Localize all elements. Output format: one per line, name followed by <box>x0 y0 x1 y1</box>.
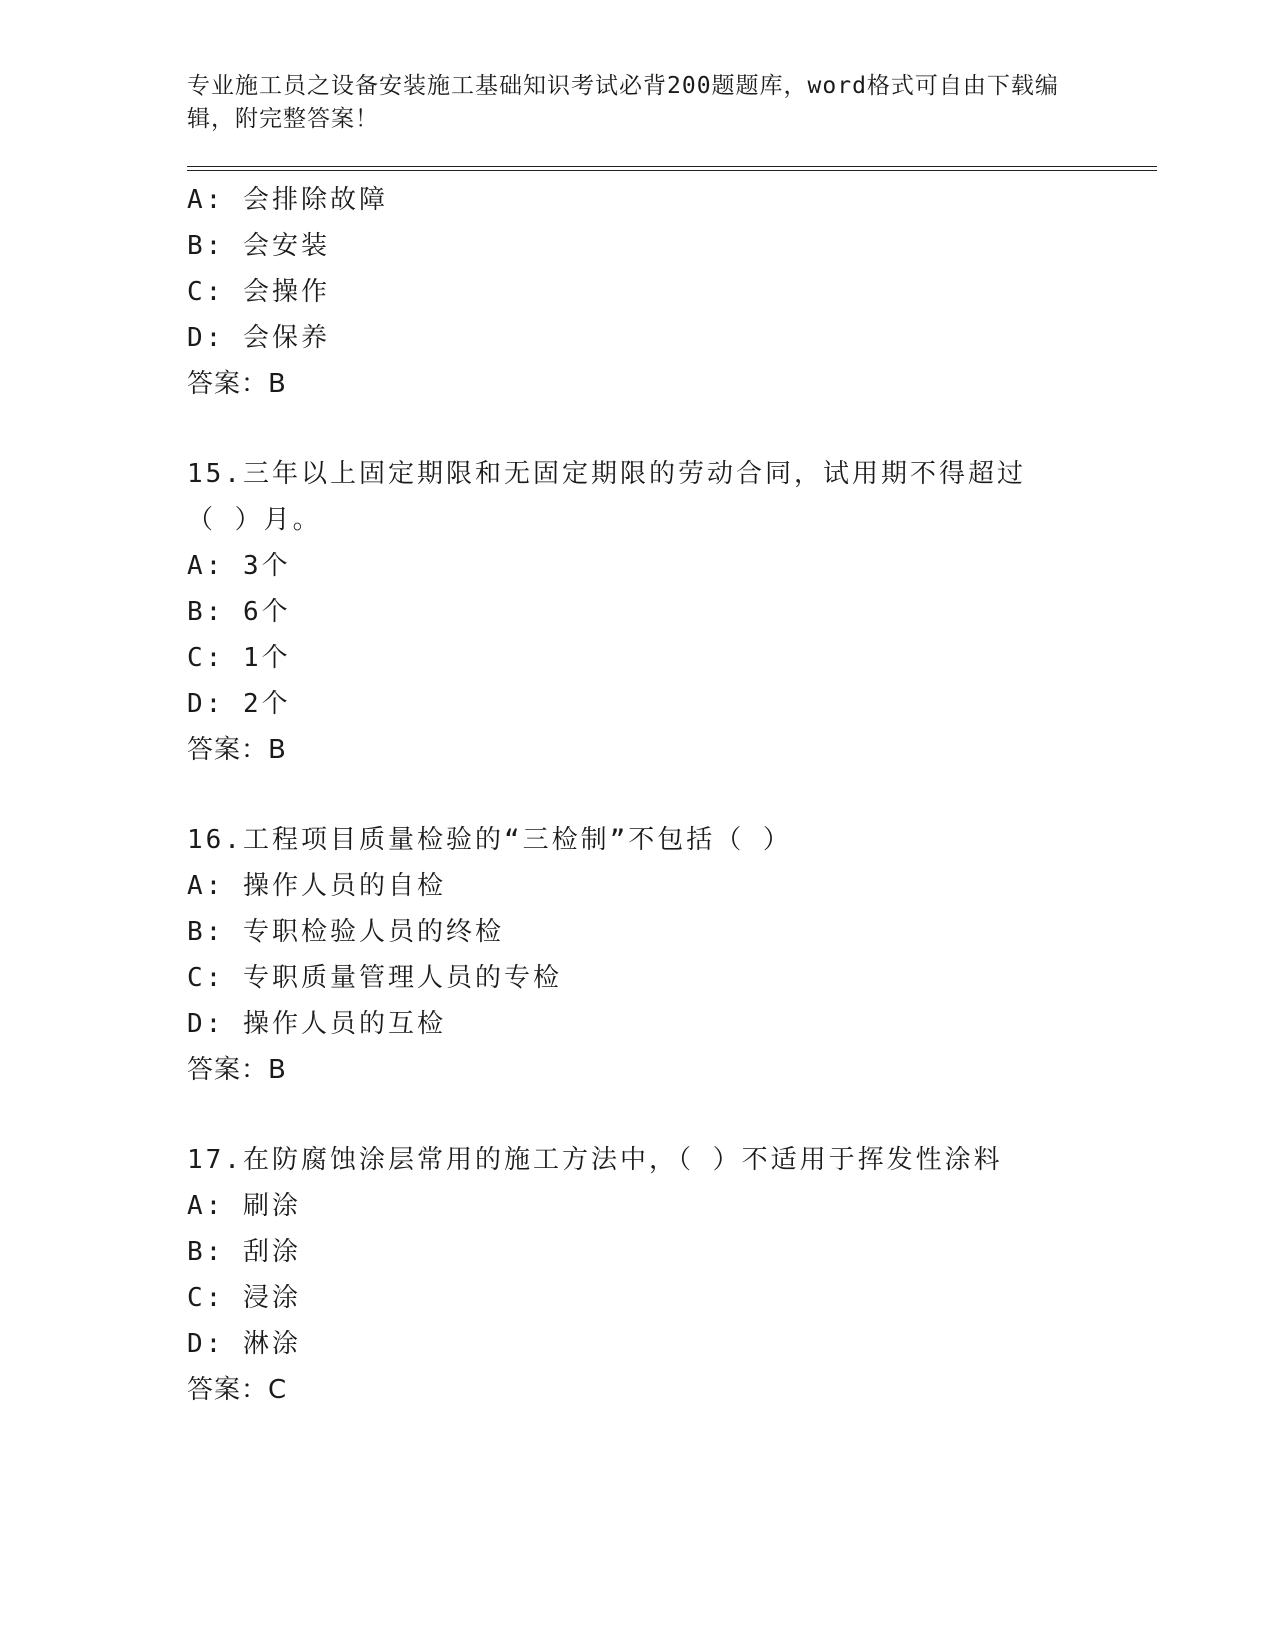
option-d: D: 操作人员的互检 <box>187 1009 446 1039</box>
answer-line: 答案：B <box>187 1055 287 1085</box>
answer-line: 答案：C <box>187 1375 288 1405</box>
option-a: A: 刷涂 <box>187 1191 301 1221</box>
question-block-continued <box>187 177 1157 407</box>
document-page <box>187 70 1157 1413</box>
question-16 <box>187 817 1157 1093</box>
option-b: B: 专职检验人员的终检 <box>187 917 504 947</box>
option-b: B: 6个 <box>187 597 291 627</box>
option-a: A: 3个 <box>187 551 291 581</box>
option-c: C: 专职质量管理人员的专检 <box>187 963 562 993</box>
answer-line: 答案：B <box>187 735 287 765</box>
option-b: B: 会安装 <box>187 231 330 261</box>
question-15 <box>187 451 1157 773</box>
option-d: D: 2个 <box>187 689 291 719</box>
header-divider <box>187 166 1157 171</box>
option-a: A: 操作人员的自检 <box>187 871 446 901</box>
option-a: A: 会排除故障 <box>187 185 388 215</box>
option-d: D: 会保养 <box>187 323 330 353</box>
option-c: C: 浸涂 <box>187 1283 301 1313</box>
question-stem: 15.三年以上固定期限和无固定期限的劳动合同，试用期不得超过（ ）月。 <box>187 459 1026 535</box>
document-header: 专业施工员之设备安装施工基础知识考试必背200题题库，word格式可自由下载编辑，附完整答案！ <box>187 73 1059 132</box>
question-stem: 17.在防腐蚀涂层常用的施工方法中，（ ）不适用于挥发性涂料 <box>187 1145 1003 1175</box>
option-d: D: 淋涂 <box>187 1329 301 1359</box>
answer-line: 答案：B <box>187 369 287 399</box>
question-stem: 16.工程项目质量检验的“三检制”不包括（ ） <box>187 825 792 855</box>
option-c: C: 1个 <box>187 643 291 673</box>
option-c: C: 会操作 <box>187 277 330 307</box>
option-b: B: 刮涂 <box>187 1237 301 1267</box>
question-17 <box>187 1137 1157 1413</box>
